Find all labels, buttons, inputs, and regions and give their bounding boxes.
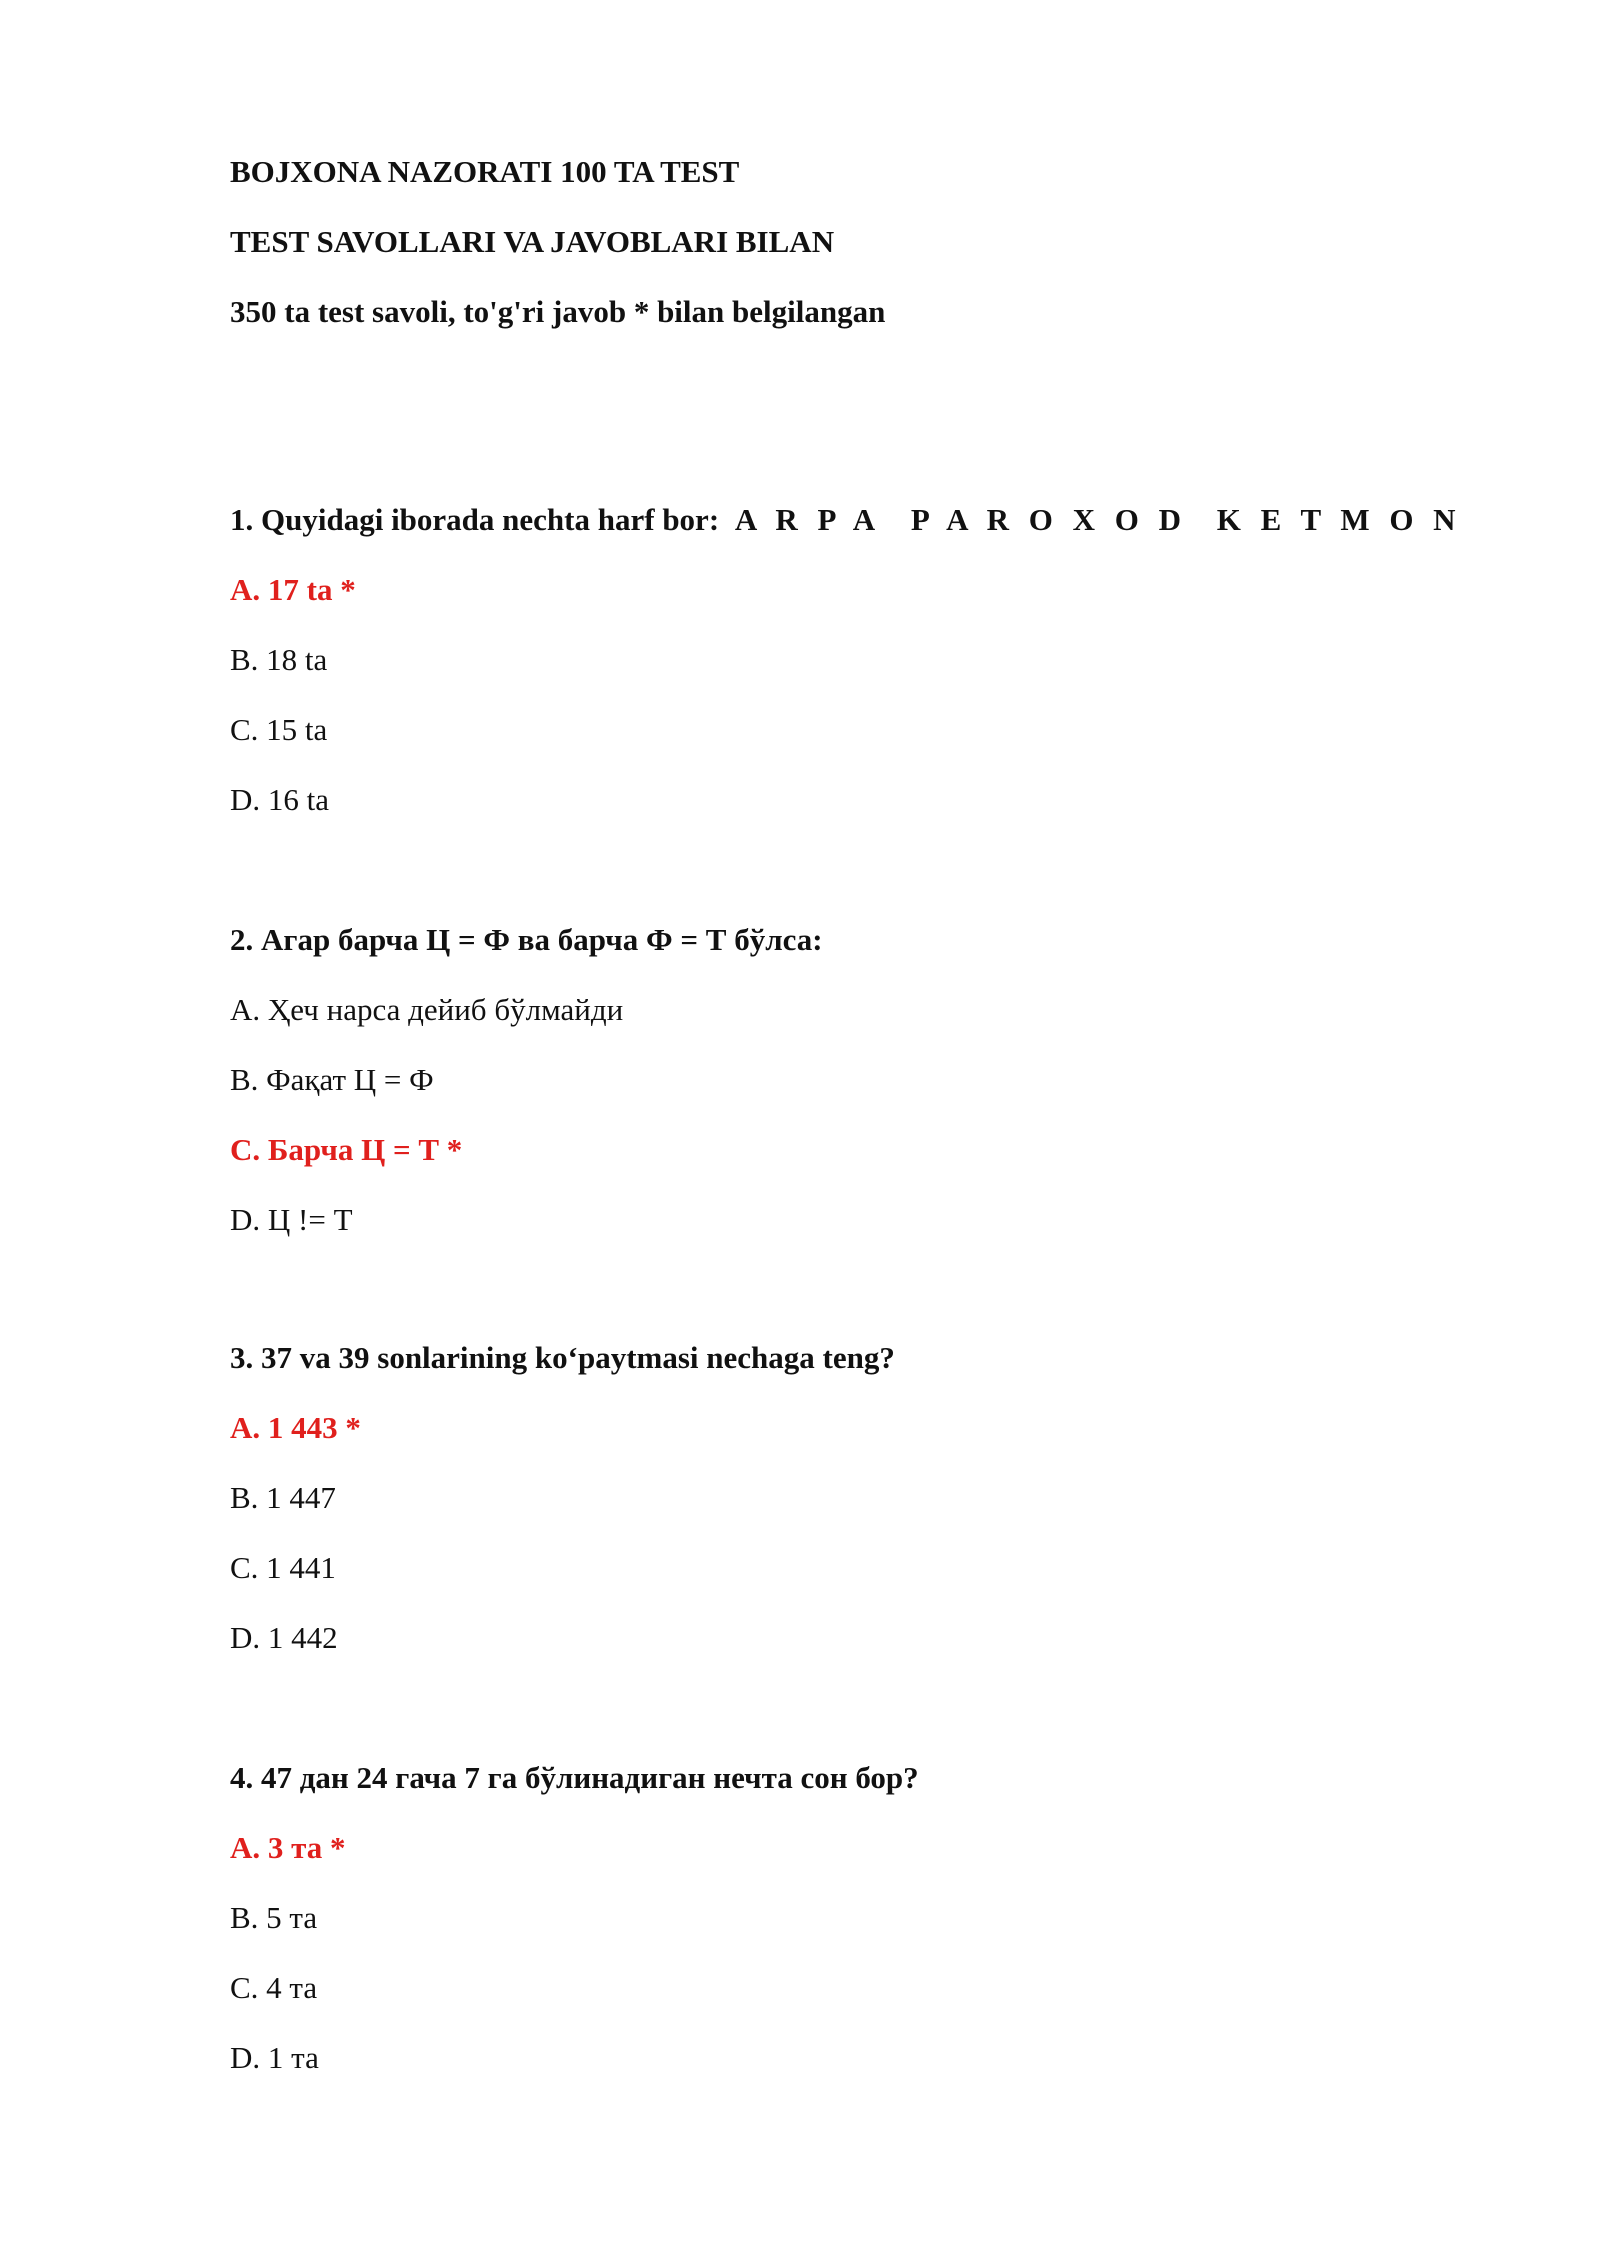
question-3-option-a: A. 1 443 *: [230, 1410, 361, 1445]
question-1-option-c: C. 15 ta: [230, 712, 328, 747]
question-4-option-c: C. 4 та: [230, 1970, 318, 2005]
question-2-option-d: D. Ц != Т: [230, 1202, 353, 1237]
question-2-option-b: B. Фақат Ц = Ф: [230, 1062, 434, 1097]
document-subtitle: TEST SAVOLLARI VA JAVOBLARI BILAN: [230, 224, 835, 259]
question-1-option-b: B. 18 ta: [230, 642, 328, 677]
question-1-text: 1. Quyidagi iborada nechta harf bor:: [230, 502, 720, 537]
question-4-option-d: D. 1 та: [230, 2040, 319, 2075]
question-2-option-c: C. Барча Ц = Т *: [230, 1132, 463, 1167]
question-1-word-1: A R P A: [734, 502, 882, 537]
question-1-word-3: K E T M O N: [1216, 502, 1462, 537]
question-2-option-a: A. Ҳеч нарса дейиб бўлмайди: [230, 992, 624, 1027]
question-3-option-c: C. 1 441: [230, 1550, 336, 1585]
question-1-word-2: P A R O X O D: [910, 502, 1187, 537]
question-3-text: 3. 37 va 39 sonlarining ko‘paytmasi nechaga teng?: [230, 1340, 895, 1375]
question-3-option-d: D. 1 442: [230, 1620, 338, 1655]
question-3-option-b: B. 1 447: [230, 1480, 336, 1515]
question-2-text: 2. Агар барча Ц = Ф ва барча Ф = Т бўлса:: [230, 922, 823, 957]
question-1-option-d: D. 16 ta: [230, 782, 330, 817]
question-1-option-a: A. 17 ta *: [230, 572, 356, 607]
question-1: [230, 500, 1462, 540]
question-4-text: 4. 47 дан 24 гача 7 га бўлинадиган нечта сон бор?: [230, 1760, 919, 1795]
document-note: 350 ta test savoli, to'g'ri javob * bilan belgilangan: [230, 294, 886, 329]
document-title: BOJXONA NAZORATI 100 TA TEST: [230, 154, 740, 189]
question-4-option-b: B. 5 та: [230, 1900, 318, 1935]
question-4-option-a: A. 3 та *: [230, 1830, 346, 1865]
